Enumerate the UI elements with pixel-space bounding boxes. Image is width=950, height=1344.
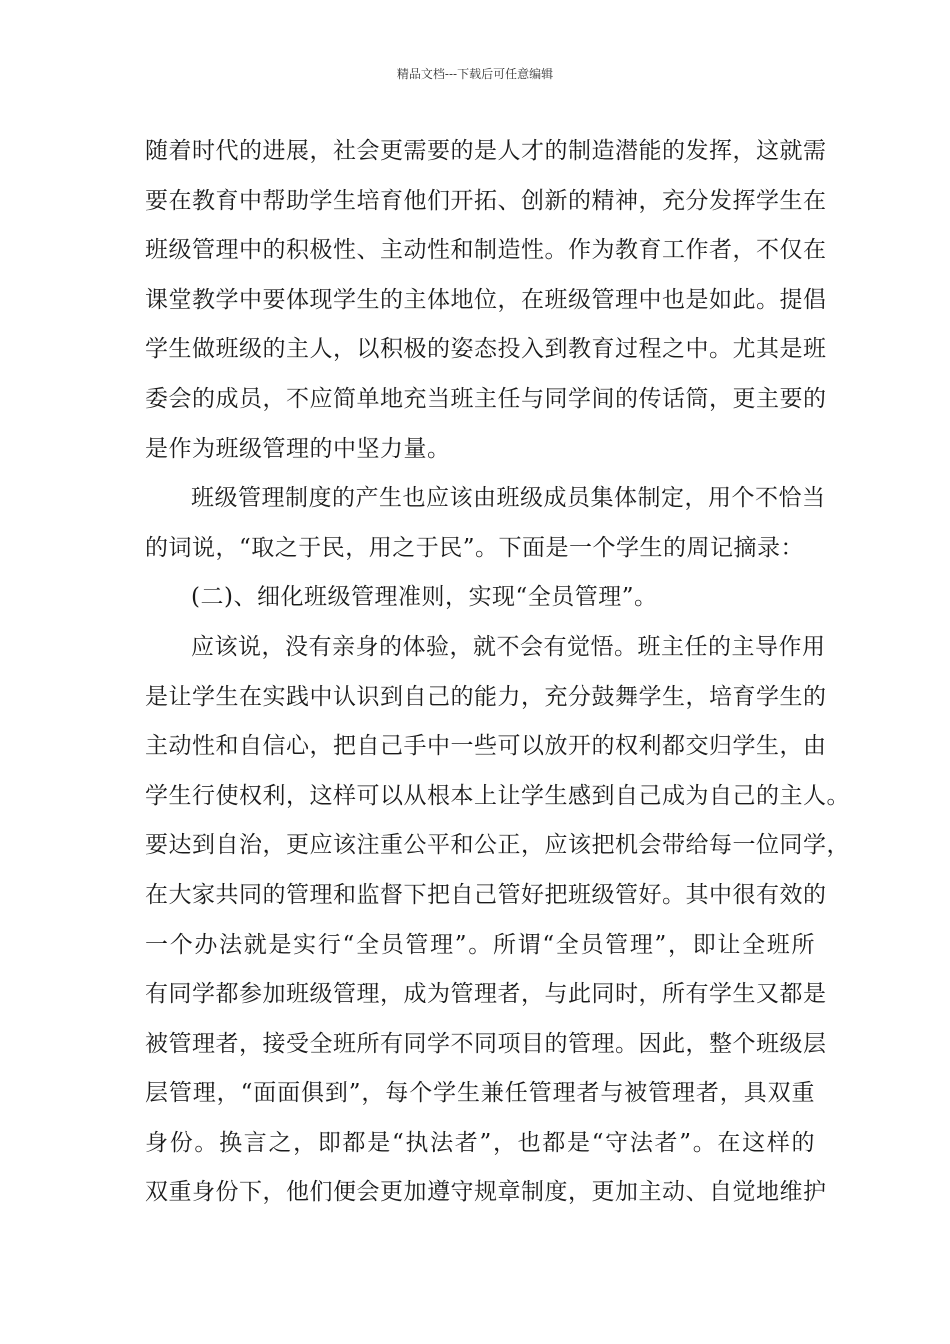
text-line: 委会的成员，不应简单地充当班主任与同学间的传话筒，更主要的 — [145, 385, 827, 412]
text-line: 班级管理中的积极性、主动性和制造性。作为教育工作者，不仅在 — [145, 237, 827, 264]
text-line: 学生做班级的主人，以积极的姿态投入到教育过程之中。尤其是班 — [145, 336, 827, 363]
section-heading: (二)、细化班级管理准则，实现“全员管理”。 — [191, 584, 658, 611]
text-line: 随着时代的进展，社会更需要的是人才的制造潜能的发挥，这就需 — [145, 138, 827, 164]
text-line: 是让学生在实践中认识到自己的能力，充分鼓舞学生，培育学生的 — [145, 683, 827, 710]
text-line: 班级管理制度的产生也应该由班级成员集体制定，用个不恰当 — [191, 485, 826, 512]
text-line: 要在教育中帮助学生培育他们开拓、创新的精神，充分发挥学生在 — [145, 187, 827, 214]
text-line: 学生行使权利，这样可以从根本上让学生感到自己成为自己的主人。 — [145, 782, 850, 809]
text-line: 应该说，没有亲身的体验，就不会有觉悟。班主任的主导作用 — [191, 633, 826, 660]
page-header: 精品文档---下载后可任意编辑 — [396, 67, 554, 81]
text-line: 双重身份下，他们便会更加遵守规章制度，更加主动、自觉地维护 — [145, 1179, 827, 1206]
text-line: 身份。换言之，即都是“执法者”，也都是“守法者”。在这样的 — [145, 1129, 815, 1156]
text-line: 有同学都参加班级管理，成为管理者，与此同时，所有学生又都是 — [145, 981, 827, 1008]
body-text — [145, 127, 850, 1218]
text-line: 层管理，“面面俱到”，每个学生兼任管理者与被管理者，具双重 — [145, 1080, 815, 1107]
text-line: 被管理者，接受全班所有同学不同项目的管理。因此，整个班级层 — [145, 1030, 827, 1057]
text-line: 是作为班级管理的中坚力量。 — [145, 435, 451, 462]
text-line: 课堂教学中要体现学生的主体地位，在班级管理中也是如此。提倡 — [145, 286, 827, 313]
text-line: 在大家共同的管理和监督下把自己管好把班级管好。其中很有效的 — [145, 881, 827, 908]
text-line: 一个办法就是实行“全员管理”。所谓“全员管理”，即让全班所 — [145, 931, 815, 958]
text-line: 主动性和自信心，把自己手中一些可以放开的权利都交归学生，由 — [145, 733, 827, 760]
text-line: 要达到自治，更应该注重公平和公正，应该把机会带给每一位同学， — [145, 832, 850, 859]
text-line: 的词说，“取之于民，用之于民”。下面是一个学生的周记摘录： — [145, 534, 805, 561]
